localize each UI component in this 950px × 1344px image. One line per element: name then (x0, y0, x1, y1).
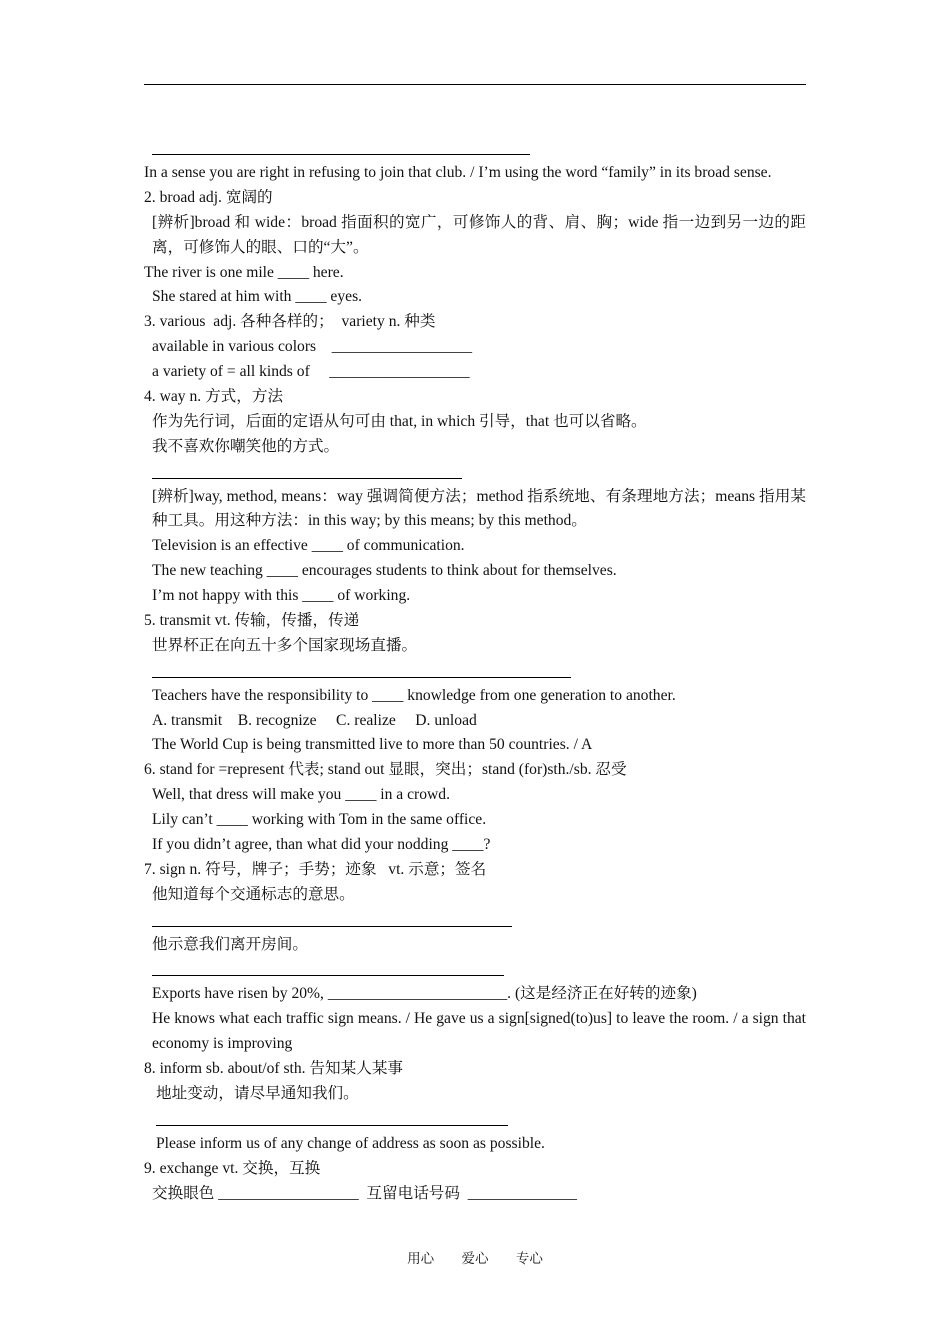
translation-prompt: 他示意我们离开房间。 (152, 935, 308, 953)
exercise-line: Well, that dress will make you ____ in a crowd. (152, 786, 450, 804)
item-heading: 8. inform sb. about/of sth. 告知某人某事 (144, 1060, 404, 1078)
exercise-line: If you didn’t agree, than what did your nodding ____? (152, 836, 491, 854)
exercise-line: I’m not happy with this ____ of working. (152, 587, 411, 605)
page-footer (0, 1247, 950, 1267)
answer-blank (144, 659, 806, 684)
footer-text-1: 用心 (407, 1251, 435, 1266)
analysis-paragraph: [辨析]way, method, means：way 强调简便方法；method 指系统地、有条理地方法；means 指用某种工具。用这种方法：in this way; by this means; by this method。 (152, 487, 806, 530)
translation-prompt: 世界杯正在向五十多个国家现场直播。 (152, 636, 418, 654)
exercise-line: Lily can’t ____ working with Tom in the same office. (152, 811, 487, 829)
item-heading: 4. way n. 方式，方法 (144, 387, 284, 405)
translation-prompt: 我不喜欢你嘲笑他的方式。 (152, 437, 340, 455)
item-heading: 3. various adj. 各种各样的； variety n. 种类 (144, 313, 436, 331)
item-heading: 9. exchange vt. 交换，互换 (144, 1159, 321, 1177)
translation-prompt: 地址变动，请尽早通知我们。 (156, 1084, 359, 1102)
answer-line: The World Cup is being transmitted live to more than 50 countries. / A (152, 736, 593, 754)
footer-text-2: 爱心 (461, 1251, 489, 1266)
answer-blank (144, 460, 806, 485)
answer-paragraph: He knows what each traffic sign means. / He gave us a sign[signed(to)us] to leave the room. / a sign that economy is improving (152, 1010, 806, 1053)
header-rule (144, 84, 806, 85)
exercise-line: Exports have risen by 20%, _______________________. (这是经济正在好转的迹象) (152, 985, 697, 1003)
answer-blank (144, 957, 806, 982)
item-heading: 6. stand for =represent 代表; stand out 显眼，突出；stand (for)sth./sb. 忍受 (144, 761, 627, 779)
exercise-line: a variety of = all kinds of __________________ (152, 363, 470, 381)
document-body (144, 136, 806, 1206)
item-heading: 2. broad adj. 宽阔的 (144, 188, 273, 206)
exercise-line: The new teaching ____ encourages students to think about for themselves. (152, 562, 617, 580)
footer-text-3: 专心 (515, 1251, 543, 1266)
item-heading: 7. sign n. 符号，牌子；手势；迹象 vt. 示意；签名 (144, 860, 487, 878)
exercise-line: Television is an effective ____ of communication. (152, 537, 465, 555)
answer-paragraph: In a sense you are right in refusing to join that club. / I’m using the word “family” in its broad sense. (144, 163, 772, 181)
options-line: A. transmit B. recognize C. realize D. unload (152, 711, 477, 729)
note-line: 作为先行词，后面的定语从句可由 that, in which 引导，that 也可以省略。 (152, 412, 647, 430)
exercise-line: The river is one mile ____ here. (144, 263, 344, 281)
exercise-line: available in various colors __________________ (152, 338, 473, 356)
answer-blank (144, 908, 806, 933)
answer-blank (144, 1107, 806, 1132)
translation-prompt: 他知道每个交通标志的意思。 (152, 885, 355, 903)
analysis-paragraph: [辨析]broad 和 wide：broad 指面积的宽广，可修饰人的背、肩、胸；wide 指一边到另一边的距离，可修饰人的眼、口的“大”。 (152, 213, 806, 256)
exercise-line: She stared at him with ____ eyes. (152, 288, 363, 306)
item-heading: 5. transmit vt. 传输，传播，传递 (144, 612, 360, 629)
exercise-line: 交换眼色 __________________ 互留电话号码 ______________ (152, 1184, 577, 1202)
answer-blank (144, 136, 806, 161)
answer-line: Please inform us of any change of address as soon as possible. (156, 1134, 545, 1152)
exercise-line: Teachers have the responsibility to ____ knowledge from one generation to another. (152, 686, 676, 704)
